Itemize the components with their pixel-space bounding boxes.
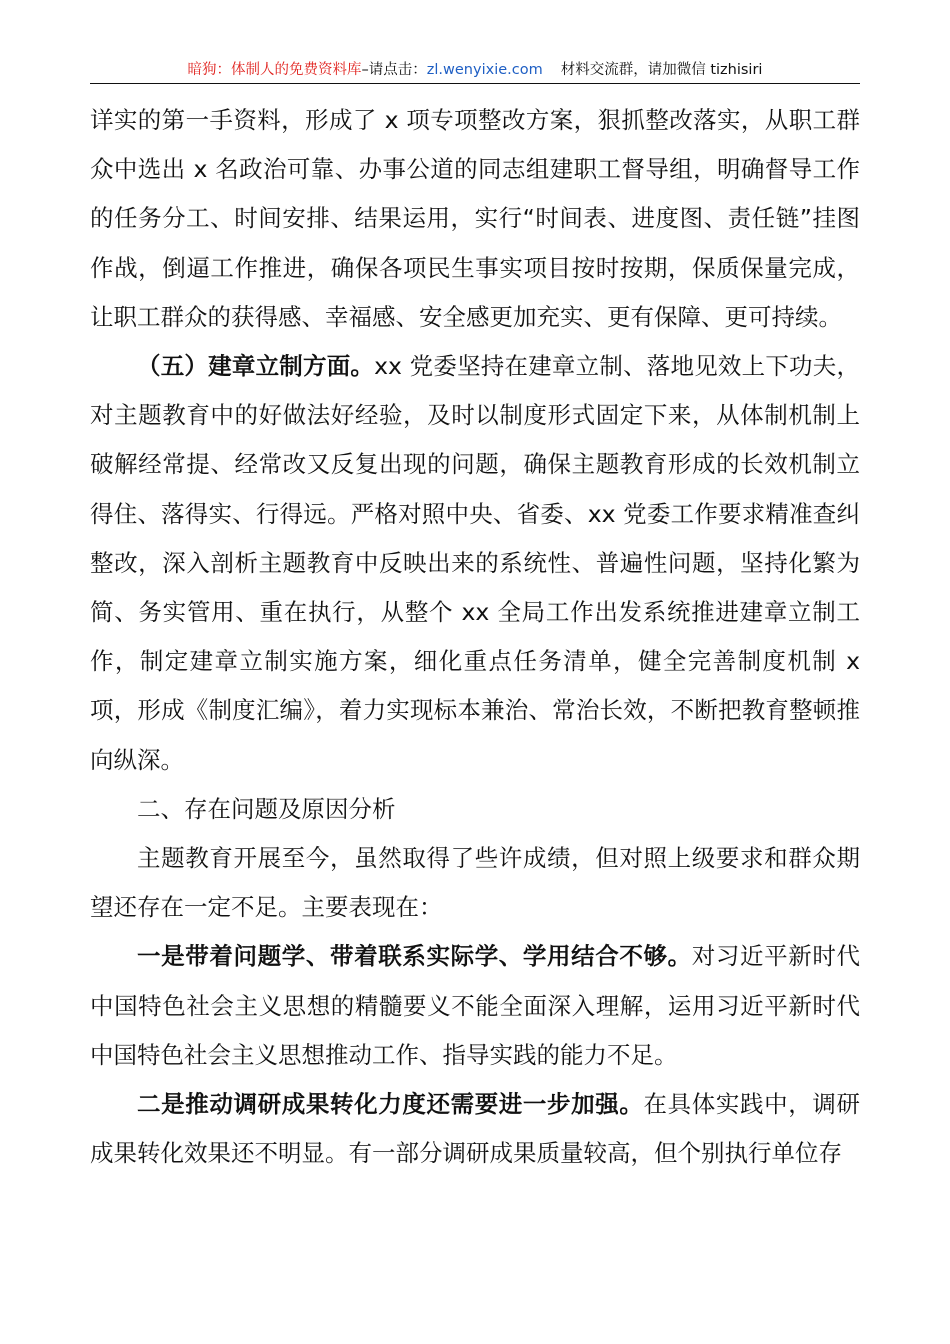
paragraph-section-five [90, 342, 860, 785]
section-heading-text: 二、存在问题及原因分析 [137, 794, 396, 823]
section-heading [90, 785, 860, 834]
paragraph-lead: （五）建章立制方面。 [137, 352, 375, 381]
header-brand: 暗狗：体制人的免费资料库 [187, 62, 362, 78]
paragraph-text: 详实的第一手资料，形成了 x 项专项整改方案，狠抓整改落实，从职工群众中选出 x 名政治可靠、办事公道的同志组建职工督导组，明确督导工作的任务分工、时间安排、结果运用，实行“时间表、进度图、责任链”挂图作战，倒逼工作推进，确保各项民生事实项目按时按期，保质保量完成，让职工群众的获得感、幸福感、安全感更加充实、更有保障、更可持续。 [90, 106, 860, 331]
paragraph-continuation [90, 96, 860, 342]
paragraph-text: xx 党委坚持在建章立制、落地见效上下功夫，对主题教育中的好做法好经验，及时以制度形式固定下来，从体制机制上破解经常提、经常改又反复出现的问题，确保主题教育形成的长效机制立得住、落得实、行得远。严格对照中央、省委、xx 党委工作要求精准查纠整改，深入剖析主题教育中反映出来的系统性、普遍性问题，坚持化繁为简、务实管用、重在执行，从整个 xx 全局工作出发系统推进建章立制工作，制定建章立制实施方案，细化重点任务清单，健全完善制度机制 x 项，形成《制度汇编》，着力实现标本兼治、常治长效，不断把教育整顿推向纵深。 [90, 352, 860, 774]
paragraph-problem-two [90, 1080, 860, 1178]
paragraph-intro [90, 834, 860, 932]
page-header [90, 58, 860, 82]
paragraph-problem-one [90, 932, 860, 1080]
paragraph-text: 对习近平新时代中国特色社会主义思想的精髓要义不能全面深入理解，运用习近平新时代中国特色社会主义思想推动工作、指导实践的能力不足。 [90, 942, 861, 1069]
paragraph-text: 主题教育开展至今，虽然取得了些许成绩，但对照上级要求和群众期望还存在一定不足。主要表现在： [90, 844, 860, 922]
paragraph-lead: 一是带着问题学、带着联系实际学、学用结合不够。 [137, 942, 692, 971]
header-divider [90, 83, 860, 84]
header-prompt: –请点击： [361, 62, 427, 78]
header-contact: 材料交流群，请加微信 tizhisiri [560, 62, 763, 78]
document-body [90, 96, 860, 1178]
paragraph-lead: 二是推动调研成果转化力度还需要进一步加强。 [137, 1090, 644, 1119]
paragraph-text: 在具体实践中，调研成果转化效果还不明显。有一部分调研成果质量较高，但个别执行单位存 [90, 1090, 861, 1168]
header-site-link[interactable]: zl.wenyixie.com [426, 62, 543, 78]
